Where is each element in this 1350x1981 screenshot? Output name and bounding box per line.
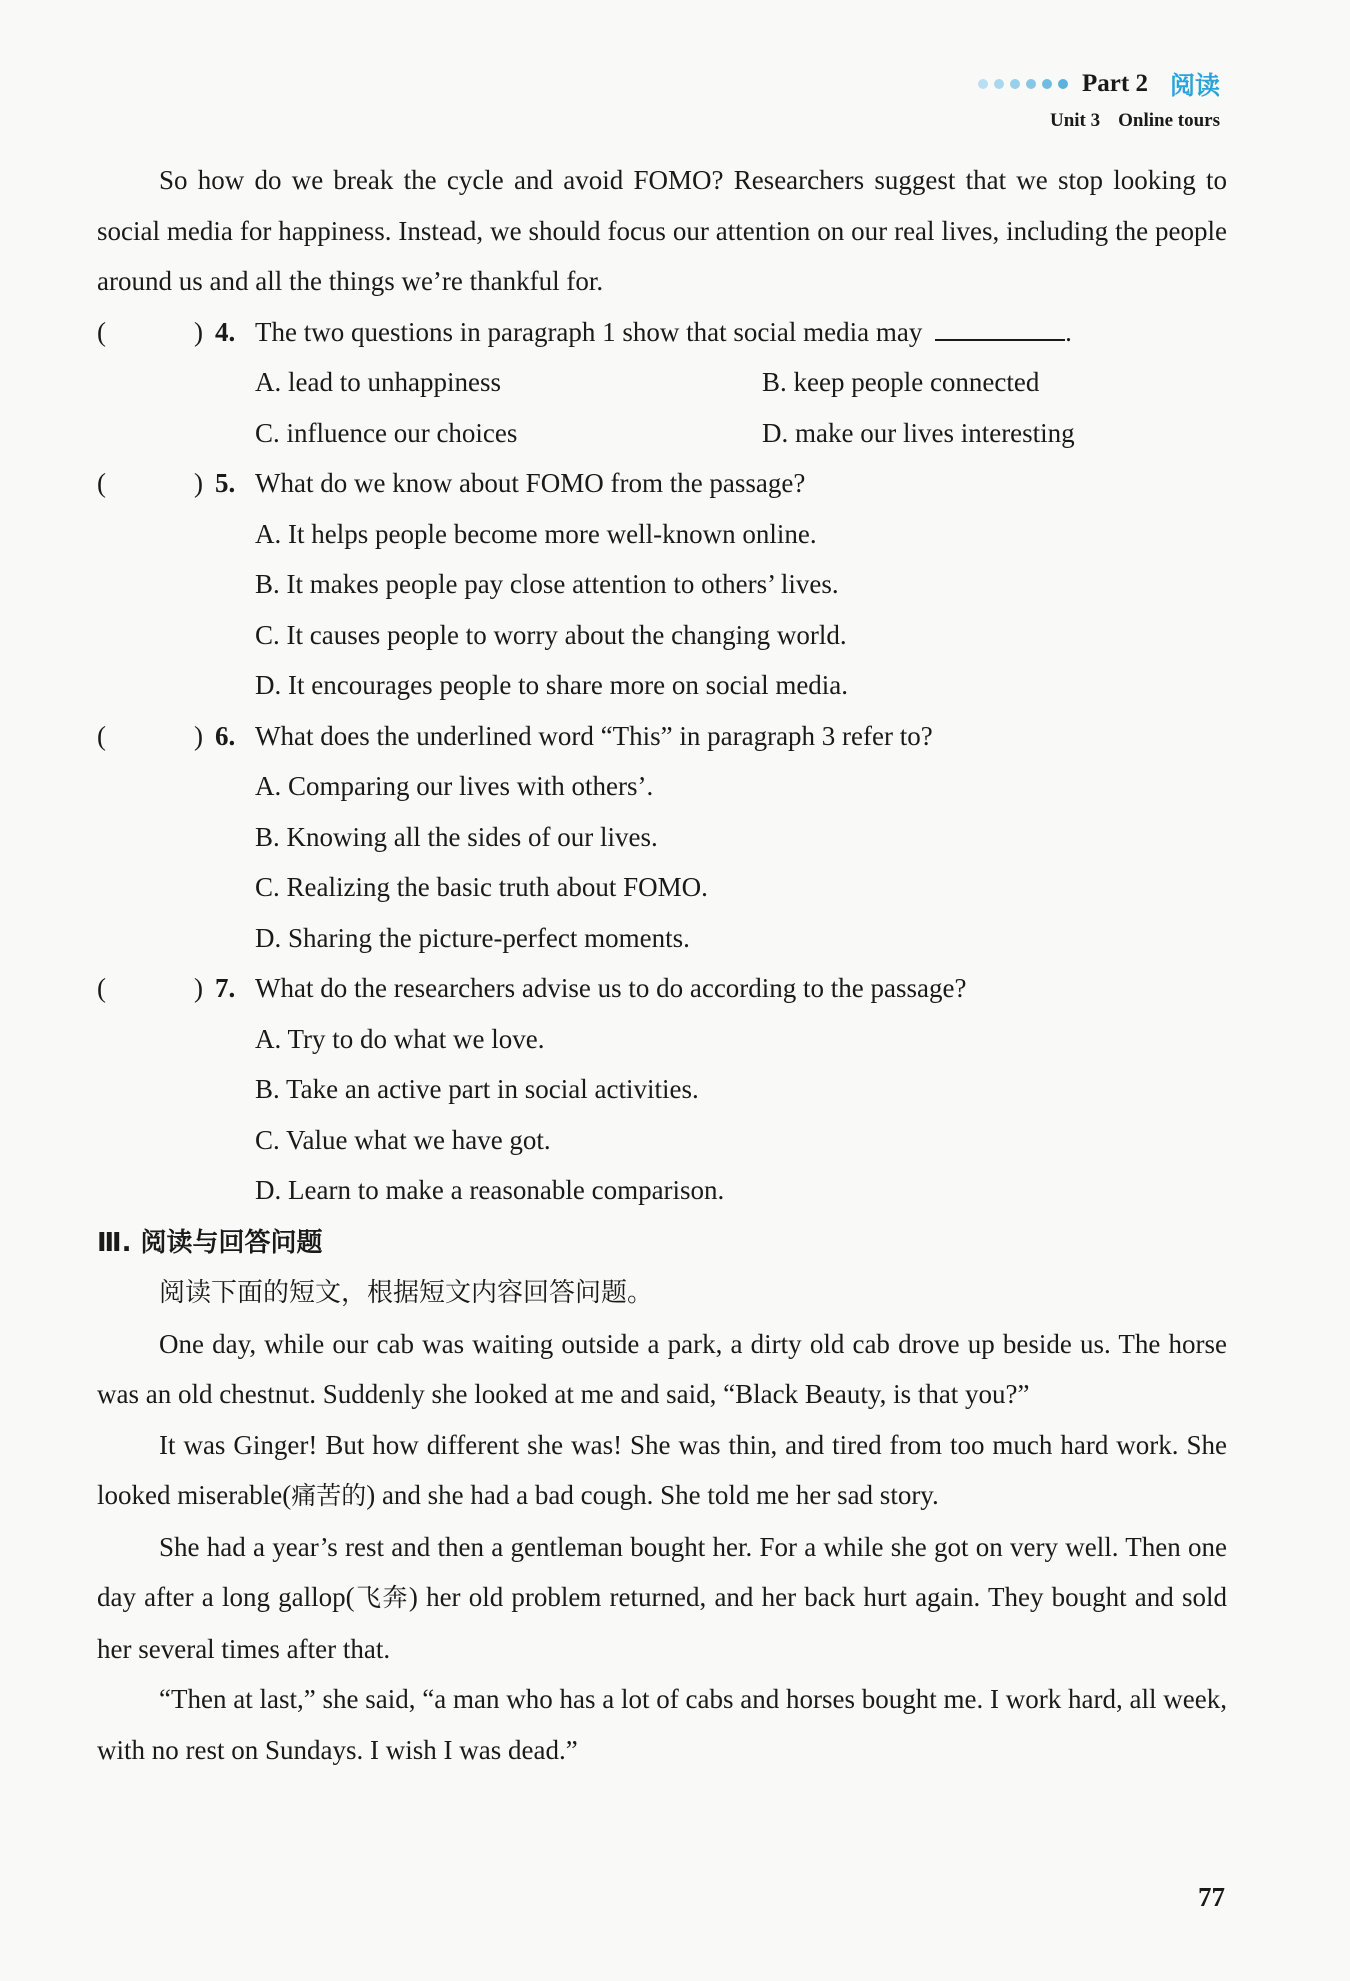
option-d[interactable]: D. Sharing the picture-perfect moments.	[255, 922, 690, 953]
header-top	[978, 66, 1220, 102]
page-header	[978, 66, 1220, 132]
option-d[interactable]: D. It encourages people to share more on social media.	[255, 670, 849, 700]
option-b[interactable]: B. keep people connected	[762, 367, 1040, 397]
option-b[interactable]: B. Take an active part in social activities.	[255, 1074, 699, 1104]
unit-line	[978, 110, 1220, 132]
story-paragraph-1: One day, while our cab was waiting outside a park, a dirty old cab drove up beside us. The horse was an old chestnut. Suddenly she looked at me and said, “Black Beauty, is that you?”	[97, 1328, 1227, 1409]
option-a[interactable]: A. Try to do what we love.	[255, 1023, 545, 1054]
option-a[interactable]: A. Comparing our lives with others’.	[255, 771, 654, 801]
gloss-cn: 痛苦的	[291, 1481, 367, 1510]
question-number: 6.	[215, 720, 236, 751]
story-paragraph-2: It was Ginger! But how different she was! She was thin, and tired from too much hard work. She looked miserable(痛苦的) and she had a bad cough. She told me her sad story.	[97, 1429, 1227, 1510]
story-paragraph-3: She had a year’s rest and then a gentleman bought her. For a while she got on very well. Then one day after a long gallop(飞奔) her old problem returned, and her back hurt again. They bought and sold her several times after that.	[97, 1531, 1227, 1664]
options-list	[97, 357, 1227, 458]
unit-label: Unit 3	[1049, 110, 1101, 131]
question-text: The two questions in paragraph 1 show that social media may .	[255, 316, 1072, 347]
question-4	[97, 307, 1227, 459]
question-text: What do we know about FOMO from the passage?	[255, 468, 806, 498]
options-list	[97, 1014, 1227, 1216]
section-instruction: 阅读下面的短文，根据短文内容回答问题。	[159, 1278, 654, 1308]
option-c[interactable]: C. Realizing the basic truth about FOMO.	[255, 872, 708, 902]
option-d[interactable]: D. make our lives interesting	[762, 417, 1075, 448]
option-c[interactable]: C. influence our choices	[255, 417, 518, 448]
story-paragraph-4: “Then at last,” she said, “a man who has a lot of cabs and horses bought me. I work hard, all week, with no rest on Sundays. I wish I was dead.”	[97, 1684, 1227, 1765]
option-d[interactable]: D. Learn to make a reasonable comparison.	[255, 1175, 725, 1205]
question-5	[97, 458, 1227, 711]
answer-bracket[interactable]: ( )	[97, 973, 203, 1003]
section-title: Ⅲ. 阅读与回答问题	[97, 1227, 323, 1258]
option-b[interactable]: B. It makes people pay close attention to others’ lives.	[255, 569, 839, 599]
question-7	[97, 963, 1227, 1216]
question-6	[97, 711, 1227, 964]
question-number: 7.	[215, 973, 236, 1003]
options-list	[97, 761, 1227, 963]
passage-paragraph: So how do we break the cycle and avoid FOMO? Researchers suggest that we stop looking to social media for happiness. Instead, we should focus our attention on our real lives, including the people around us and all the things we’re thankful for.	[97, 165, 1227, 296]
page-number: 77	[1198, 1882, 1225, 1912]
page-content	[97, 155, 1227, 1775]
gloss-cn: 飞奔	[354, 1583, 409, 1612]
option-c[interactable]: C. Value what we have got.	[255, 1124, 551, 1155]
part-label: Part 2	[1082, 70, 1148, 97]
unit-title: Online tours	[1118, 110, 1220, 131]
option-a[interactable]: A. It helps people become more well-known online.	[255, 518, 817, 549]
answer-bracket[interactable]: ( )	[97, 468, 203, 498]
options-list	[97, 509, 1227, 711]
answer-blank[interactable]	[935, 315, 1065, 341]
decorative-dots-icon	[978, 79, 1068, 89]
option-c[interactable]: C. It causes people to worry about the changing world.	[255, 619, 847, 650]
question-text: What do the researchers advise us to do according to the passage?	[255, 973, 967, 1003]
answer-bracket[interactable]: ( )	[97, 720, 203, 751]
question-text: What does the underlined word “This” in paragraph 3 refer to?	[255, 720, 933, 751]
option-a[interactable]: A. lead to unhappiness	[255, 367, 501, 397]
section-label-cn: 阅读	[1169, 71, 1220, 100]
option-b[interactable]: B. Knowing all the sides of our lives.	[255, 821, 658, 852]
answer-bracket[interactable]: ( )	[97, 316, 203, 347]
question-number: 5.	[215, 468, 236, 498]
question-number: 4.	[215, 316, 236, 347]
